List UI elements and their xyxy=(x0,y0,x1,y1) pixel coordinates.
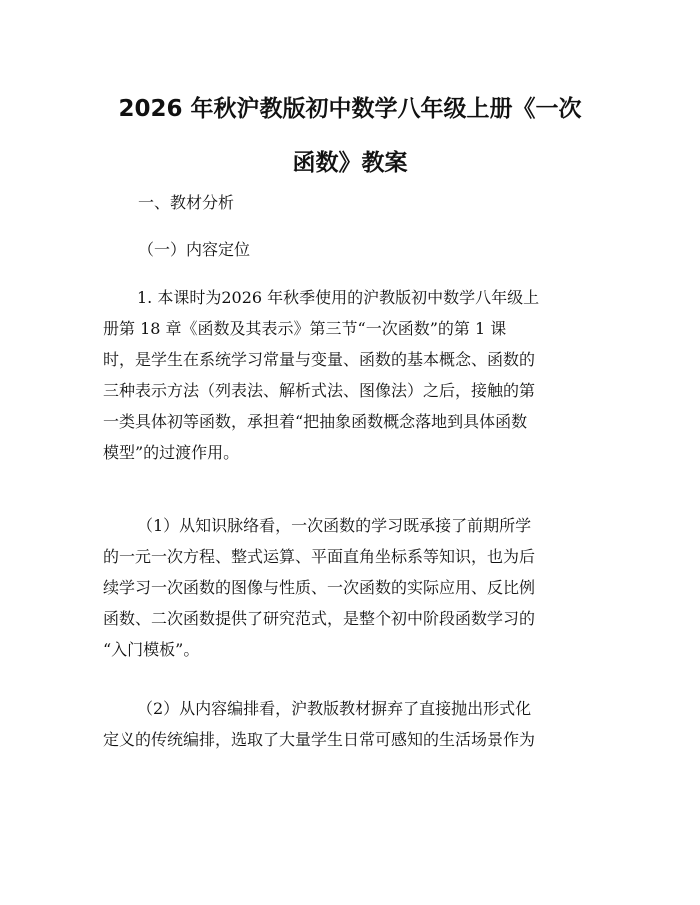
section-heading: 一、教材分析 xyxy=(138,193,235,212)
paragraph-2 xyxy=(103,510,597,665)
text-line: 模型”的过渡作用。 xyxy=(103,443,240,462)
text-line: 的一元一次方程、整式运算、平面直角坐标系等知识，也为后 xyxy=(103,547,536,566)
text-line: 册第 18 章《函数及其表示》第三节“一次函数”的第 1 课 xyxy=(103,319,507,338)
text-line: 1. 本课时为2026 年秋季使用的沪教版初中数学八年级上 xyxy=(137,288,540,307)
paragraph-3 xyxy=(103,693,597,755)
text-line: “入门模板”。 xyxy=(103,640,200,659)
title-line: 2026 年秋沪教版初中数学八年级上册《一次 xyxy=(118,96,582,122)
title-line: 函数》教案 xyxy=(292,150,408,176)
subsection-heading: （一）内容定位 xyxy=(138,240,251,259)
text-line: （1）从知识脉络看，一次函数的学习既承接了前期所学 xyxy=(137,516,532,535)
text-line: （2）从内容编排看，沪教版教材摒弃了直接抛出形式化 xyxy=(137,699,532,718)
text-line: 函数、二次函数提供了研究范式，是整个初中阶段函数学习的 xyxy=(103,609,536,628)
text-line: 时，是学生在系统学习常量与变量、函数的基本概念、函数的 xyxy=(103,350,536,369)
text-line: 续学习一次函数的图像与性质、一次函数的实际应用、反比例 xyxy=(103,578,536,597)
text-line: 三种表示方法（列表法、解析式法、图像法）之后，接触的第 xyxy=(103,381,536,400)
text-line: 定义的传统编排，选取了大量学生日常可感知的生活场景作为 xyxy=(103,730,536,749)
document-title xyxy=(103,0,597,190)
text-line: 一类具体初等函数，承担着“把抽象函数概念落地到具体函数 xyxy=(103,412,528,431)
paragraph-1 xyxy=(103,282,597,468)
